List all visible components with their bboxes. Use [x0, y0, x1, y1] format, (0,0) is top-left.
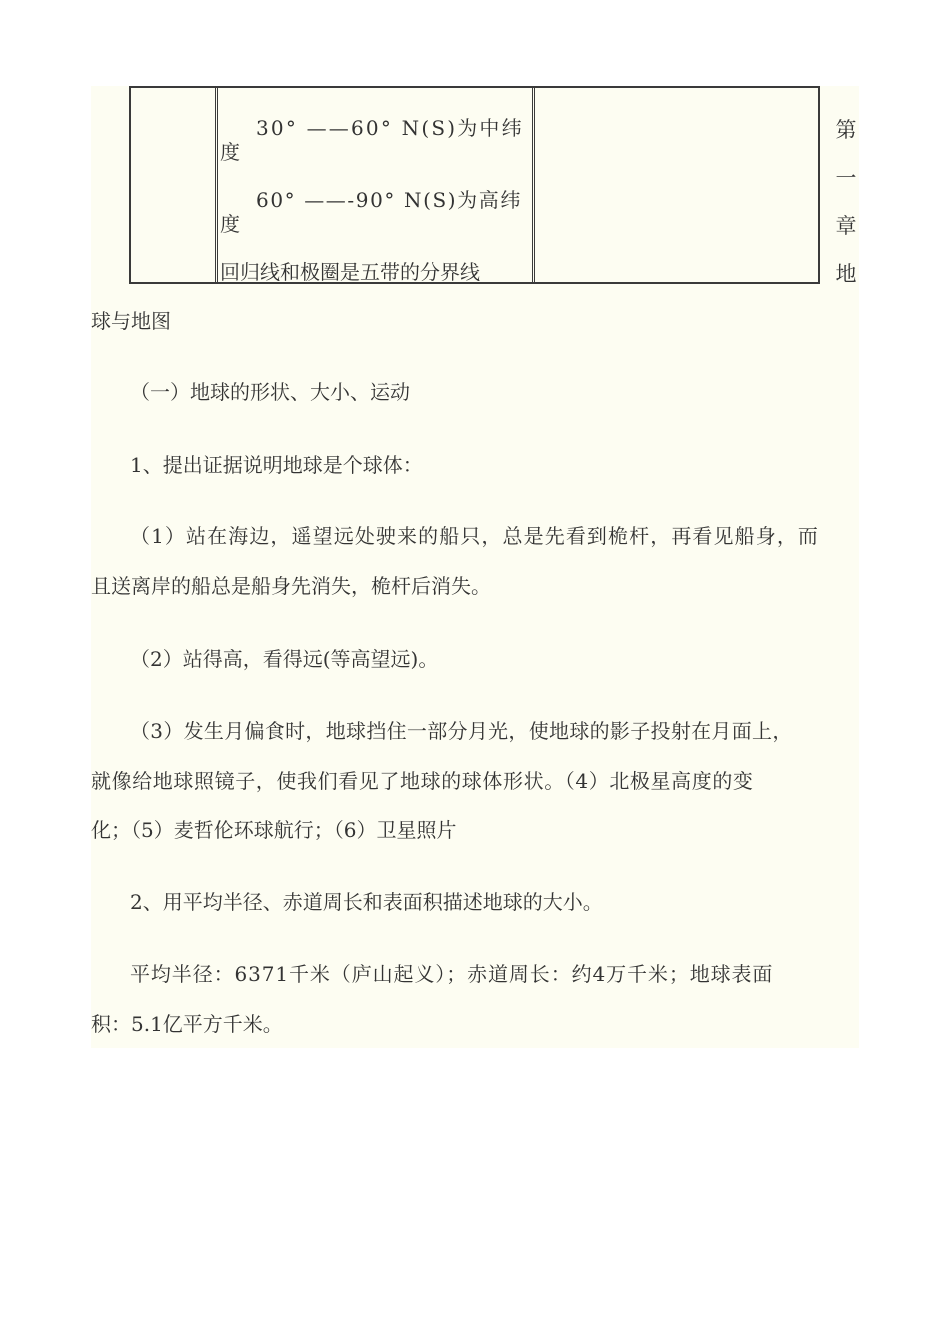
section-heading: （一）地球的形状、大小、运动 — [130, 380, 410, 404]
table-cell-latitude-text — [218, 88, 535, 282]
q2-p1-line1: 平均半径：6371千米（庐山起义）；赤道周长：约4万千米；地球表面 — [130, 962, 774, 986]
q1-title: 1、提出证据说明地球是个球体： — [130, 453, 423, 477]
high-latitude-line-cont: 度 — [220, 212, 240, 236]
q1-p1-line1: （1）站在海边，遥望远处驶来的船只，总是先看到桅杆，再看见船身，而 — [130, 524, 820, 548]
mid-latitude-line-cont: 度 — [220, 140, 240, 164]
q1-p1-line2: 且送离岸的船总是船身先消失，桅杆后消失。 — [91, 574, 491, 598]
q2-title: 2、用平均半径、赤道周长和表面积描述地球的大小。 — [130, 890, 603, 914]
chapter-title-cont: 球与地图 — [91, 309, 171, 333]
q1-p3-line3: 化；（5）麦哲伦环球航行；（6）卫星照片 — [91, 818, 457, 842]
q2-p1-line2: 积：5.1亿平方千米。 — [91, 1012, 283, 1036]
chapter-title-vertical: 第 一 章 地 — [835, 118, 857, 286]
table-cell-empty-left — [131, 88, 218, 282]
latitude-table — [129, 86, 820, 284]
q1-p3-line2: 就像给地球照镜子，使我们看见了地球的球体形状。（4）北极星高度的变 — [91, 769, 754, 793]
q1-p2: （2）站得高，看得远(等高望远)。 — [130, 647, 439, 671]
q1-p3-line1: （3）发生月偏食时，地球挡住一部分月光，使地球的影子投射在月面上， — [130, 719, 793, 743]
mid-latitude-line: 30° ——60° N(S)为中纬 — [256, 116, 524, 140]
table-cell-empty-right — [535, 88, 818, 282]
boundary-line-text: 回归线和极圈是五带的分界线 — [220, 260, 480, 284]
high-latitude-line: 60° ——-90° N(S)为高纬 — [256, 188, 522, 212]
